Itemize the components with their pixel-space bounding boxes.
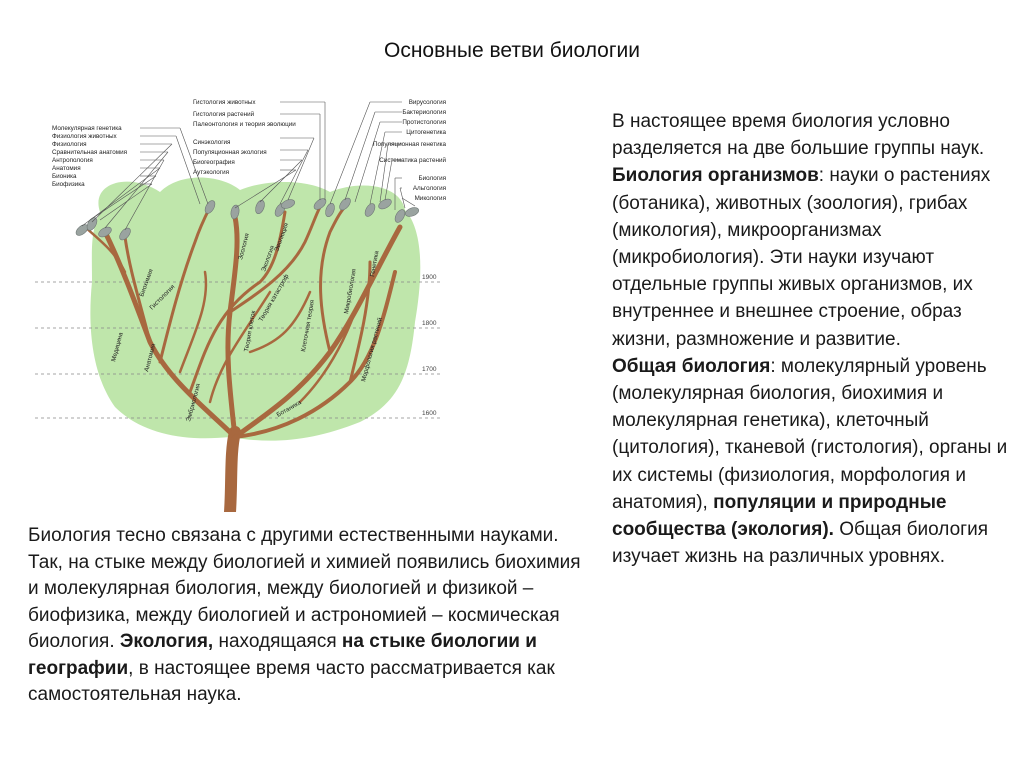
left-text-paragraph: Биология тесно связана с другими естественными науками. Так, на стыке между биологией и химией появились биохимия и молекулярная биология, между биологией и физикой – биофизика, между биологией и астрономией – космическая биология. (28, 525, 581, 652)
tree-label-line: Палеонтология и теория эволюции (193, 121, 296, 128)
general-biology-term: Общая биология (612, 355, 771, 377)
right-text-intro: В настоящее время биология условно разделяется на две большие группы наук. (612, 111, 985, 160)
tree-label: Альгология (412, 185, 446, 192)
tree-label: Бактериология (402, 109, 446, 116)
left-labels (52, 125, 127, 188)
ecology-term: Экология, (119, 631, 214, 652)
left-text-block (28, 523, 588, 709)
population-term: популяции и природные сообщества (экология). (612, 491, 947, 541)
branch-label: Ботаника (275, 399, 303, 419)
year-label: 1600 (422, 410, 437, 417)
tree-label (193, 121, 296, 128)
year-label: 1800 (422, 320, 437, 327)
branch-label: Медицина (110, 331, 125, 363)
tree-label: Гистология животных (193, 99, 256, 106)
branch-label: Микробиология (343, 268, 358, 315)
tree-label: Физиология (52, 141, 87, 148)
tree-label: Антропология (52, 157, 93, 164)
page-title: Основные ветви биологии (384, 39, 640, 62)
left-text-fragment: , в настоящее время часто рассматривается как самостоятельная наука. (28, 657, 555, 705)
branch-label: Анатомия (143, 343, 158, 373)
branch-label: Зоология (237, 232, 251, 261)
tree-label: Вирусология (408, 99, 446, 106)
tree-label: Популяционная генетика (372, 141, 446, 148)
branch-label: Биохимия (138, 268, 155, 298)
right-text-fragment: : науки о растениях (ботаника), животных (зоология), грибах (микология), микроорганизмах (микробиология). Эти науки изучают отдельные группы живых организмов, их внутреннее и внешнее строение, образ жизни, размножение и развитие. (612, 165, 991, 350)
tree-label: Аутэкология (193, 169, 230, 176)
right-text-fragment: Общая биология изучает жизнь на различных уровнях. (612, 519, 988, 568)
branch-label: Экология (260, 244, 277, 273)
year-labels (422, 274, 437, 417)
branch-label: Генетика (369, 250, 381, 278)
junction-term: на стыке биологии и географии (28, 631, 537, 679)
tree-label: Сравнительная анатомия (52, 149, 128, 156)
tree-label: Физиология животных (52, 133, 117, 140)
tree-label: Молекулярная генетика (52, 125, 122, 132)
organism-biology-term: Биология организмов (612, 165, 819, 187)
tree-label: Анатомия (52, 165, 81, 172)
year-label: 1900 (422, 274, 437, 281)
tree-label: Популяционная экология (193, 149, 267, 156)
tree-label: Биофизика (52, 181, 85, 188)
branch-label: Эволюция (273, 221, 291, 253)
branch-label: Эмбриология (185, 382, 203, 423)
tree-label: Синэкология (193, 139, 231, 146)
top-labels (193, 99, 296, 176)
right-text-block (612, 108, 1012, 570)
branch-label: Морфология растений (360, 316, 385, 383)
year-label: 1700 (422, 366, 437, 373)
branch-label: Гистология (148, 283, 177, 312)
branch-label: Теория катастроф (257, 273, 291, 323)
branch-label: Теория клеток (243, 310, 258, 353)
tree-label: Гистология растений (193, 111, 255, 118)
tree-label: Микология (414, 195, 446, 202)
biology-tree-diagram (30, 92, 450, 512)
tree-label: Систематика растений (379, 157, 446, 164)
tree-label: Биогеография (193, 159, 235, 166)
tree-label: Биология (418, 175, 446, 182)
left-text-fragment: находящаяся (213, 631, 342, 652)
branch-label: Клеточная теория (300, 299, 317, 353)
tree-label: Бионика (52, 173, 77, 180)
tree-label: Цитогенетика (406, 129, 446, 136)
right-text-fragment: : молекулярный уровень (молекулярная биология, биохимия и молекулярная генетика), клеточный (цитология), тканевой (гистология), органы и их системы (физиология, морфология и анатомия), (612, 355, 1008, 513)
right-labels (373, 99, 447, 202)
tree-label: Протистология (402, 119, 446, 126)
